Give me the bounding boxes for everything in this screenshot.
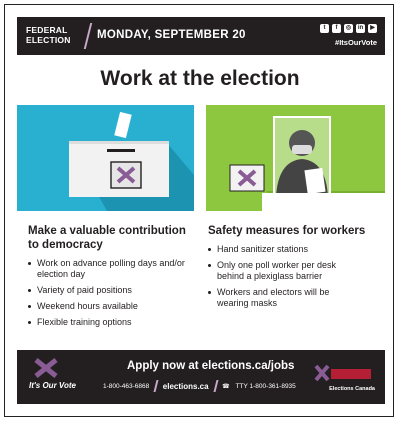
- website-link[interactable]: elections.ca: [162, 381, 209, 391]
- twitter-icon[interactable]: t: [320, 24, 329, 33]
- contact-divider: [213, 380, 217, 392]
- linkedin-icon[interactable]: in: [357, 25, 364, 31]
- list-item: Workers and electors will be wearing masks: [208, 287, 353, 309]
- x-ballot-logo-icon: [33, 358, 59, 378]
- right-heading: Safety measures for workers: [208, 225, 366, 237]
- header-bar: [17, 17, 385, 55]
- logo-tagline: It's Our Vote: [29, 381, 76, 390]
- poll-worker-illustration: [206, 105, 385, 211]
- federal-election-label: FEDERAL ELECTION: [26, 25, 71, 45]
- left-list: [28, 258, 193, 333]
- tty-icon: ☎: [222, 383, 230, 390]
- list-item: Variety of paid positions: [28, 285, 193, 296]
- ballot-box-graphic: [17, 105, 194, 211]
- elections-canada-logo-icon: [313, 364, 375, 384]
- hashtag: #ItsOurVote: [335, 38, 377, 47]
- contact-info: [103, 380, 296, 392]
- youtube-icon[interactable]: ▶: [368, 24, 377, 33]
- facebook-icon[interactable]: f: [332, 24, 341, 33]
- phone-number[interactable]: 1-800-463-6868: [103, 382, 150, 390]
- left-heading: Make a valuable contribution to democracy: [28, 225, 186, 251]
- social-icons: [320, 24, 377, 33]
- list-item: Flexible training options: [28, 317, 193, 328]
- page-title: Work at the election: [100, 67, 300, 90]
- tty-number[interactable]: TTY 1-800-361-8935: [235, 382, 296, 390]
- instagram-icon[interactable]: ◎: [345, 25, 352, 31]
- footer-bar: [17, 350, 385, 404]
- apply-call-to-action[interactable]: Apply now at elections.ca/jobs: [127, 360, 295, 372]
- list-item: Hand sanitizer stations: [208, 244, 353, 255]
- contact-divider: [154, 380, 158, 392]
- list-item: Weekend hours available: [28, 301, 193, 312]
- list-item: Work on advance polling days and/or election day: [28, 258, 193, 280]
- election-date: MONDAY, SEPTEMBER 20: [97, 29, 246, 41]
- poll-worker-graphic: [206, 105, 385, 211]
- right-list: [208, 244, 353, 314]
- list-item: Only one poll worker per desk behind a plexiglass barrier: [208, 260, 353, 282]
- agency-name: Elections Canada: [329, 386, 375, 392]
- ballot-box-illustration: [17, 105, 194, 211]
